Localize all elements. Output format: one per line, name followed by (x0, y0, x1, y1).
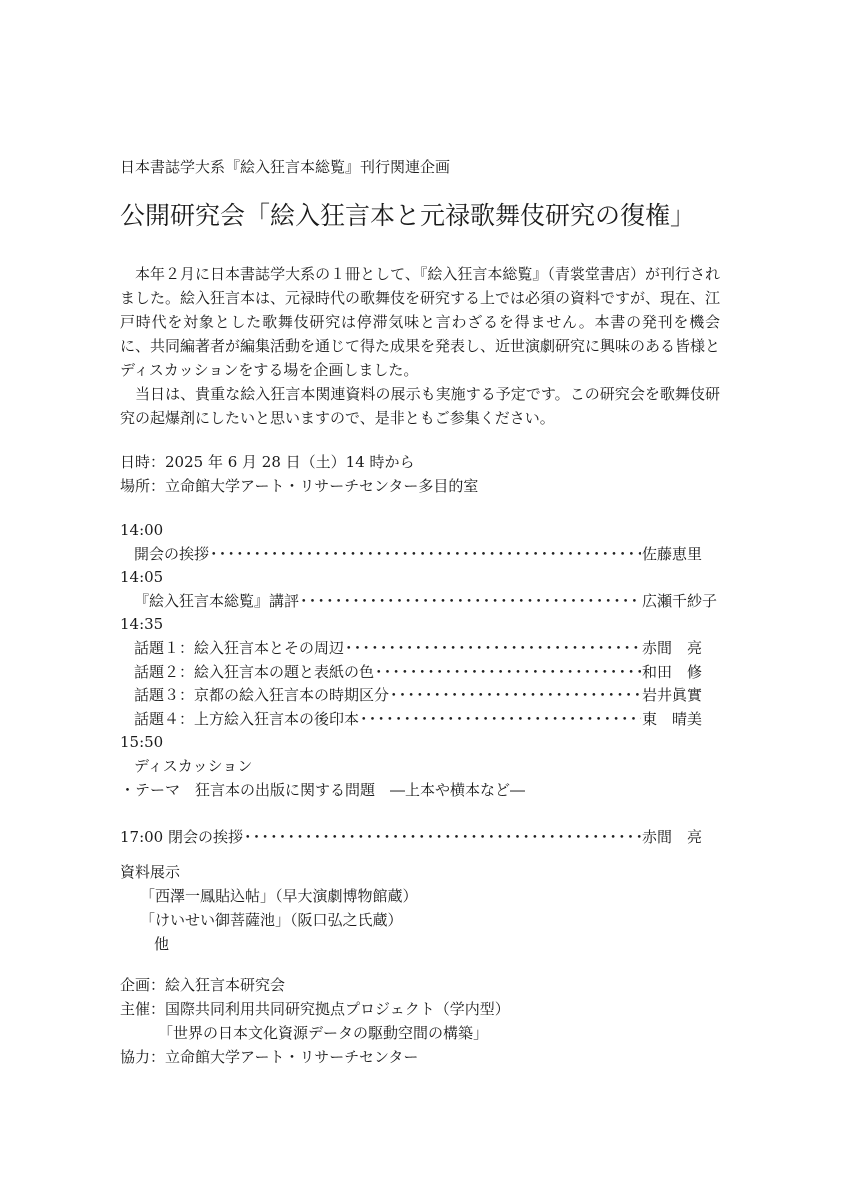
credits-section (120, 973, 510, 1069)
topic-speaker: 赤間 亮 (642, 638, 703, 657)
discussion-label: ディスカッション (134, 756, 253, 775)
topic-speaker: 東 晴美 (642, 709, 703, 728)
time-1435: 14:35 (120, 615, 164, 634)
series-label: 日本書誌学大系『絵入狂言本総覧』刊行関連企画 (120, 158, 451, 176)
closing-label: 17:00 閉会の挨拶 (120, 827, 243, 846)
exhibit-etc: 他 (154, 935, 170, 953)
page-title: 公開研究会「絵入狂言本と元禄歌舞伎研究の復権」 (120, 201, 696, 230)
intro-paragraph-2: 当日は、貴重な絵入狂言本関連資料の展示も実施する予定です。この研究会を歌舞伎研究の起爆剤にしたいと思いますので、是非ともご参集ください。 (120, 385, 720, 427)
leader-dots (300, 590, 641, 614)
event-datetime: 日時：2025 年 6 月 28 日（土）14 時から (120, 453, 415, 471)
topic-label: 話題４：上方絵入狂言本の後印本 (134, 709, 360, 728)
credit-host: 主催：国際共同利用共同研究拠点プロジェクト（学内型） (120, 1000, 510, 1018)
closing-speaker: 赤間 亮 (642, 827, 703, 846)
topic-label: 話題２：絵入狂言本の題と表紙の色 (134, 662, 375, 681)
exhibit-heading: 資料展示 (120, 863, 181, 881)
exhibit-section (120, 860, 418, 956)
leader-dots (390, 684, 641, 708)
time-1400: 14:00 (120, 521, 164, 539)
credit-host-project: 「世界の日本文化資源データの駆動空間の構築」 (158, 1024, 489, 1042)
program-row-topic-3 (120, 684, 720, 708)
opening-speaker: 佐藤恵里 (642, 544, 703, 563)
leader-dots (360, 708, 641, 732)
credit-cooperation: 協力：立命館大学アート・リサーチセンター (120, 1048, 419, 1066)
review-label: 『絵入狂言本総覧』講評 (134, 591, 300, 610)
program-row-opening (120, 543, 720, 567)
program-schedule (120, 519, 720, 849)
leader-dots (244, 826, 641, 850)
leader-dots (210, 543, 641, 567)
program-row-topic-1 (120, 637, 720, 661)
event-info (120, 450, 478, 498)
opening-label: 開会の挨拶 (134, 544, 210, 563)
review-speaker: 広瀬千紗子 (642, 591, 718, 610)
discussion-theme: ・テーマ 狂言本の出版に関する問題 ―上本や横本など― (120, 780, 526, 799)
topic-speaker: 和田 修 (642, 662, 703, 681)
topic-label: 話題１：絵入狂言本とその周辺 (134, 638, 345, 657)
program-row-topic-4 (120, 708, 720, 732)
program-row-topic-2 (120, 661, 720, 685)
event-place: 場所：立命館大学アート・リサーチセンター多目的室 (120, 477, 479, 495)
time-1550: 15:50 (120, 733, 164, 752)
topic-speaker: 岩井眞實 (642, 686, 703, 705)
spacer (120, 802, 720, 826)
exhibit-item-1: 「西澤一鳳貼込帖」（早大演劇博物館蔵） (140, 887, 418, 905)
intro-paragraph-1: 本年２月に日本書誌学大系の１冊として、『絵入狂言本総覧』（青裳堂書店）が刊行されました。絵入狂言本は、元禄時代の歌舞伎を研究する上では必須の資料ですが、現在、江戸時代を対象とした歌舞伎研究は停滞気味と言わざるを得ません。本書の発刊を機会に、共同編著者が編集活動を通じて得た成果を発表し、近世演劇研究に興味のある皆様とディスカッションをする場を企画しました。 (120, 265, 721, 379)
leader-dots (345, 637, 641, 661)
time-1405: 14:05 (120, 568, 164, 587)
program-row-closing (120, 826, 720, 850)
exhibit-item-2: 「けいせい御菩薩池」（阪口弘之氏蔵） (140, 911, 403, 929)
credit-planning: 企画：絵入狂言本研究会 (120, 976, 286, 994)
intro-text (120, 262, 720, 430)
leader-dots (375, 661, 641, 685)
program-row-review (120, 590, 720, 614)
topic-label: 話題３：京都の絵入狂言本の時期区分 (134, 686, 390, 705)
